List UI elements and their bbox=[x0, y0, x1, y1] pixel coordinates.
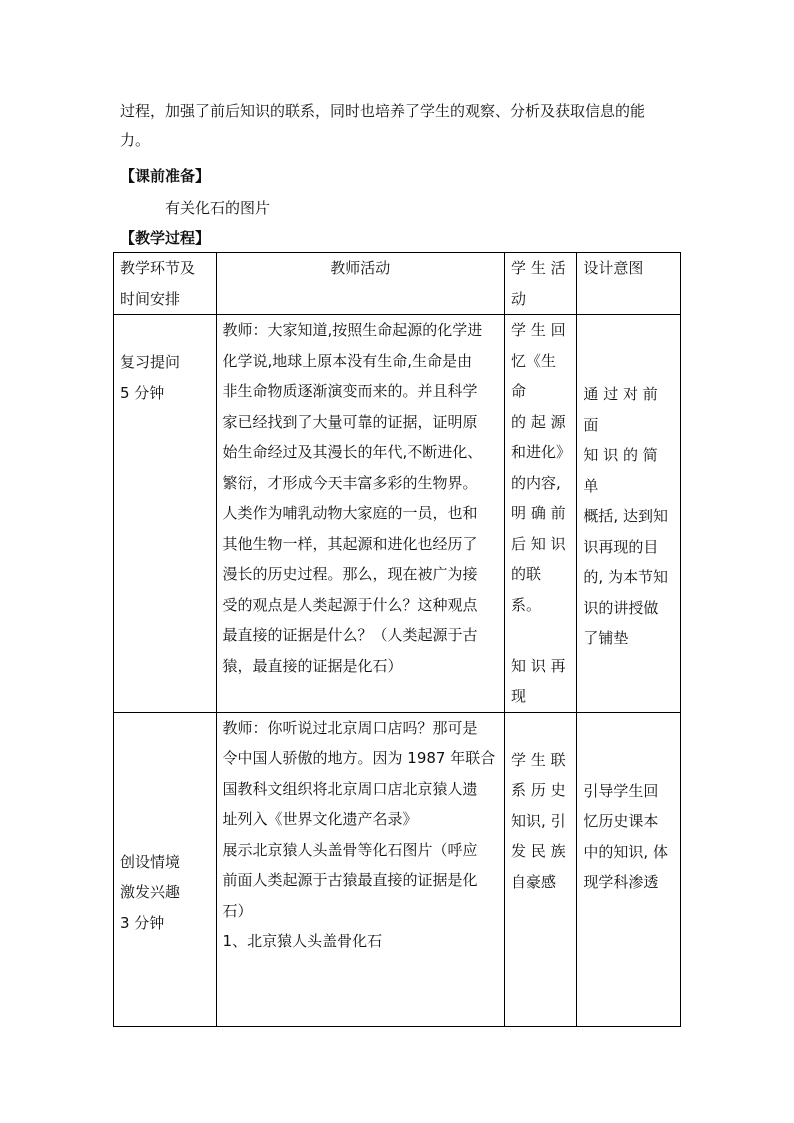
row1-teacher-line: 家已经找到了大量可靠的证据，证明原 bbox=[222, 412, 478, 431]
row2-teacher-line: 址列入《世界文化遗产名录》 bbox=[222, 810, 418, 828]
row2-stage-line: 激发兴趣 bbox=[120, 883, 181, 901]
row1-teacher-line: 人类作为哺乳动物大家庭的一员，也和 bbox=[222, 504, 478, 522]
row1-student-line: 的 起 源 bbox=[511, 412, 566, 431]
row2-stage-line: 创设情境 bbox=[120, 852, 181, 871]
row1-teacher-line: 最直接的证据是什么？（人类起源于古 bbox=[222, 626, 478, 644]
row2-teacher-line: 令中国人骄傲的地方。因为 1987 年联合 bbox=[222, 749, 496, 767]
row1-design-line: 了铺垫 bbox=[583, 629, 629, 647]
row2-student-line: 学 生 联 bbox=[511, 750, 566, 769]
row1-design-line: 的, 为本节知 bbox=[583, 568, 668, 586]
row1-student-line: 忆《生命 bbox=[511, 351, 557, 400]
row1-design bbox=[577, 315, 681, 713]
row1-stage-line: 复习提问 bbox=[120, 353, 181, 371]
row2-design-line: 忆历史课本 bbox=[583, 812, 659, 830]
row1-teacher-line: 猿，最直接的证据是化石） bbox=[222, 656, 403, 675]
row1-design-line: 概括, 达到知 bbox=[583, 507, 668, 525]
row2-design-line: 现学科渗透 bbox=[583, 873, 659, 891]
header-stage-line-2: 时间安排 bbox=[120, 289, 181, 308]
table-row bbox=[114, 315, 681, 713]
row1-design-line: 识的讲授做 bbox=[583, 598, 659, 617]
header-stage bbox=[114, 253, 217, 315]
prep-item: 有关化石的图片 bbox=[165, 199, 271, 217]
intro-line-1: 过程，加强了前后知识的联系，同时也培养了学生的观察、分析及获取信息的能 bbox=[120, 102, 646, 120]
header-stage-line-1: 教学环节及 bbox=[120, 259, 196, 277]
row2-student-line: 知识, 引 bbox=[511, 811, 566, 830]
row1-student-line: 和进化》 bbox=[511, 443, 572, 461]
header-design: 设计意图 bbox=[577, 253, 681, 315]
row2-stage bbox=[114, 712, 217, 1026]
row1-student-line: 学 生 回 bbox=[511, 321, 566, 339]
row2-teacher-line: 教师：你听说过北京周口店吗？那可是 bbox=[222, 718, 478, 737]
table-header-row bbox=[114, 253, 681, 315]
prep-heading: 【课前准备】 bbox=[120, 167, 211, 185]
intro-paragraph bbox=[120, 97, 680, 155]
row1-student-line: 的内容, bbox=[511, 473, 561, 492]
table-row bbox=[114, 712, 681, 1026]
row1-teacher-line: 教师：大家知道,按照生命起源的化学进 bbox=[222, 321, 483, 339]
row1-teacher-line: 化学说,地球上原本没有生命,生命是由 bbox=[222, 351, 473, 370]
row2-student-line: 系 历 史 bbox=[511, 781, 566, 799]
lesson-table bbox=[113, 252, 681, 1027]
row1-student-spacer bbox=[511, 620, 570, 651]
row1-stage-line: 5 分钟 bbox=[120, 383, 165, 402]
row1-teacher-line: 非生命物质逐渐演变而来的。并且科学 bbox=[222, 382, 478, 400]
row2-teacher-line: 展示北京猿人头盖骨等化石图片（呼应 bbox=[222, 840, 478, 859]
row1-student-line: 现 bbox=[511, 687, 527, 705]
row1-design-line: 通 过 对 前 面 bbox=[583, 385, 658, 434]
row1-student-line: 知 识 再 bbox=[511, 656, 566, 675]
row1-teacher-line: 繁衍，才形成今天丰富多彩的生物界。 bbox=[222, 473, 478, 492]
row1-teacher-line: 始生命经过及其漫长的年代,不断进化、 bbox=[222, 443, 483, 461]
row2-stage-line: 3 分钟 bbox=[120, 913, 165, 932]
row2-teacher bbox=[216, 712, 505, 1026]
row1-design-line: 知 识 的 简 单 bbox=[583, 446, 658, 495]
row2-teacher-line: 国教科文组织将北京周口店北京猿人遗 bbox=[222, 779, 478, 798]
row2-design bbox=[577, 712, 681, 1026]
intro-line-2: 力。 bbox=[120, 131, 151, 149]
row1-teacher bbox=[216, 315, 505, 713]
row1-student-line: 后 知 识 bbox=[511, 534, 566, 553]
process-heading: 【教学过程】 bbox=[120, 229, 211, 247]
row2-student bbox=[505, 712, 577, 1026]
row2-design-line: 中的知识, 体 bbox=[583, 842, 668, 861]
row1-student-line: 明 确 前 bbox=[511, 504, 566, 522]
row2-student-line: 自豪感 bbox=[511, 872, 557, 891]
row1-teacher-line: 其他生物一样，其起源和进化也经历了 bbox=[222, 534, 478, 553]
row2-teacher-line: 1、北京猿人头盖骨化石 bbox=[222, 932, 383, 950]
row1-stage bbox=[114, 315, 217, 713]
header-student-line-2: 动 bbox=[511, 289, 527, 308]
row1-teacher-line: 漫长的历史过程。那么，现在被广为接 bbox=[222, 565, 478, 583]
row1-student-line: 的联系。 bbox=[511, 565, 542, 614]
row2-teacher-line: 前面人类起源于古猿最直接的证据是化 bbox=[222, 871, 478, 889]
header-teacher: 教师活动 bbox=[216, 253, 505, 315]
row1-student bbox=[505, 315, 577, 713]
row2-design-line: 引导学生回 bbox=[583, 781, 659, 800]
row1-teacher-line: 受的观点是人类起源于什么？这种观点 bbox=[222, 595, 478, 614]
row2-student-line: 发 民 族 bbox=[511, 842, 566, 860]
header-student-line-1: 学 生 活 bbox=[511, 259, 566, 277]
row2-teacher-line: 石） bbox=[222, 901, 253, 920]
header-student bbox=[505, 253, 577, 315]
row1-design-line: 识再现的目 bbox=[583, 537, 659, 556]
